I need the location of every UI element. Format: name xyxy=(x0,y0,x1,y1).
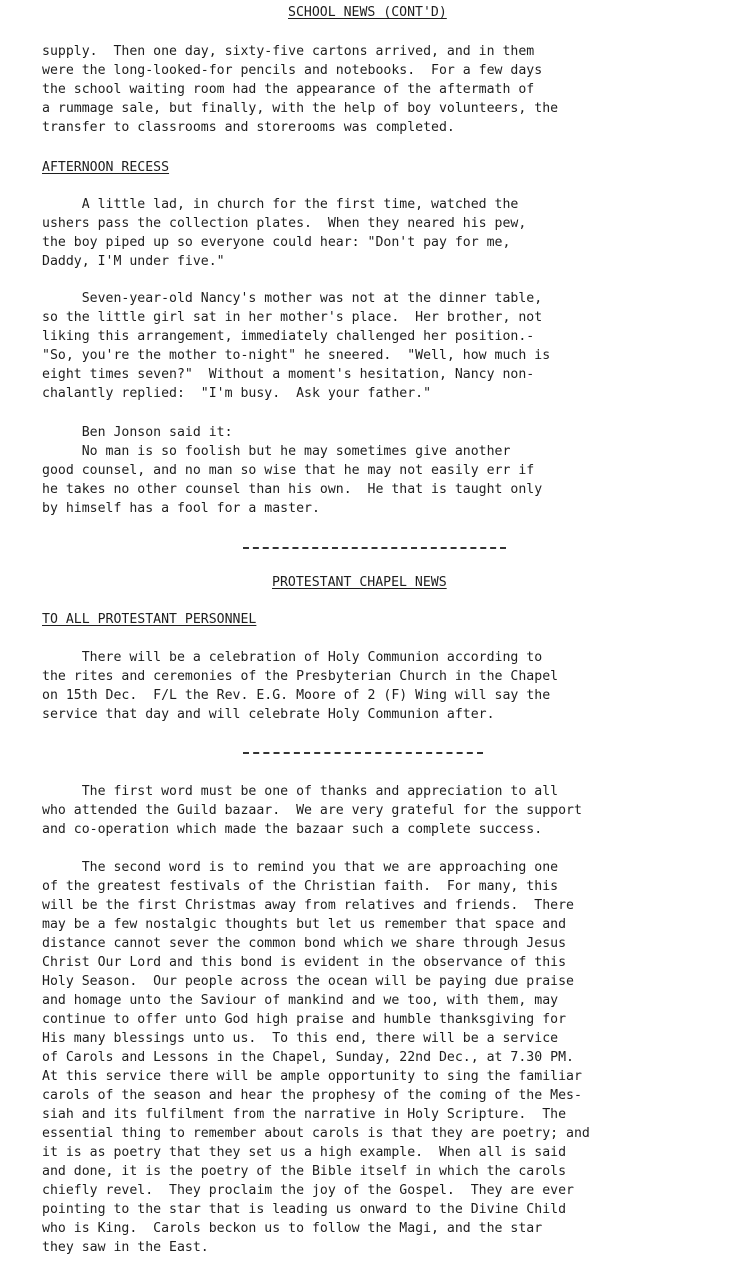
text-line: and done, it is the poetry of the Bible itself in which the carols xyxy=(42,1164,567,1179)
text-line: transfer to classrooms and storerooms was completed. xyxy=(42,120,455,135)
text-line: Holy Season. Our people across the ocean will be paying due praise xyxy=(42,974,574,989)
text-line: chiefly revel. They proclaim the joy of the Gospel. They are ever xyxy=(42,1183,574,1198)
text-line: he takes no other counsel than his own. He that is taught only xyxy=(42,482,543,497)
text-line: who attended the Guild bazaar. We are very grateful for the support xyxy=(42,803,582,818)
text-line: it is as poetry that they set us a high example. When all is said xyxy=(42,1145,567,1160)
chapel-subheader: TO ALL PROTESTANT PERSONNEL xyxy=(42,612,257,627)
text-line: No man is so foolish but he may sometimes give another xyxy=(42,444,511,459)
text-line: At this service there will be ample opportunity to sing the familiar xyxy=(42,1069,582,1084)
text-line: will be the first Christmas away from relatives and friends. There xyxy=(42,898,574,913)
text-line: a rummage sale, but finally, with the help of boy volunteers, the xyxy=(42,101,559,116)
text-line: service that day and will celebrate Holy Communion after. xyxy=(42,707,495,722)
text-line: His many blessings unto us. To this end, there will be a service xyxy=(42,1031,559,1046)
text-line: eight times seven?" Without a moment's hesitation, Nancy non- xyxy=(42,367,535,382)
text-line: carols of the season and hear the prophesy of the coming of the Mes- xyxy=(42,1088,582,1103)
text-line: distance cannot sever the common bond which we share through Jesus xyxy=(42,936,567,951)
text-line: good counsel, and no man so wise that he may not easily err if xyxy=(42,463,535,478)
text-line: so the little girl sat in her mother's place. Her brother, not xyxy=(42,310,543,325)
text-line: and co-operation which made the bazaar such a complete success. xyxy=(42,822,543,837)
text-line: ushers pass the collection plates. When they neared his pew, xyxy=(42,216,527,231)
text-line: There will be a celebration of Holy Communion according to xyxy=(42,650,543,665)
text-line: siah and its fulfilment from the narrative in Holy Scripture. The xyxy=(42,1107,567,1122)
text-line: chalantly replied: "I'm busy. Ask your father." xyxy=(42,386,432,401)
text-line: and homage unto the Saviour of mankind and we too, with them, may xyxy=(42,993,559,1008)
text-line: The second word is to remind you that we are approaching one xyxy=(42,860,559,875)
text-line: The first word must be one of thanks and appreciation to all xyxy=(42,784,559,799)
afternoon-recess-header: AFTERNOON RECESS xyxy=(42,160,170,175)
text-line: may be a few nostalgic thoughts but let us remember that space and xyxy=(42,917,567,932)
section-separator xyxy=(243,547,506,549)
text-line: "So, you're the mother to-night" he sneered. "Well, how much is xyxy=(42,348,551,363)
text-line: liking this arrangement, immediately challenged her position.- xyxy=(42,329,535,344)
text-line: of the greatest festivals of the Christian faith. For many, this xyxy=(42,879,559,894)
text-line: they saw in the East. xyxy=(42,1240,209,1255)
text-line: the school waiting room had the appearance of the aftermath of xyxy=(42,82,535,97)
chapel-news-header: PROTESTANT CHAPEL NEWS xyxy=(272,575,447,590)
text-line: pointing to the star that is leading us onward to the Divine Child xyxy=(42,1202,567,1217)
text-line: the rites and ceremonies of the Presbyterian Church in the Chapel xyxy=(42,669,559,684)
text-line: by himself has a fool for a master. xyxy=(42,501,320,516)
text-line: who is King. Carols beckon us to follow the Magi, and the star xyxy=(42,1221,543,1236)
text-line: Daddy, I'M under five." xyxy=(42,254,225,269)
text-line: essential thing to remember about carols is that they are poetry; and xyxy=(42,1126,590,1141)
text-line: the boy piped up so everyone could hear: "Don't pay for me, xyxy=(42,235,511,250)
text-line: supply. Then one day, sixty-five cartons arrived, and in them xyxy=(42,44,535,59)
text-line: on 15th Dec. F/L the Rev. E.G. Moore of 2 (F) Wing will say the xyxy=(42,688,551,703)
section-separator xyxy=(243,752,483,754)
text-line: Seven-year-old Nancy's mother was not at the dinner table, xyxy=(42,291,543,306)
text-line: A little lad, in church for the first time, watched the xyxy=(42,197,519,212)
school-news-header: SCHOOL NEWS (CONT'D) xyxy=(288,5,447,20)
text-line: continue to offer unto God high praise and humble thanksgiving for xyxy=(42,1012,567,1027)
text-line: Christ Our Lord and this bond is evident in the observance of this xyxy=(42,955,567,970)
text-line: were the long-looked-for pencils and notebooks. For a few days xyxy=(42,63,543,78)
text-line: Ben Jonson said it: xyxy=(42,425,233,440)
text-line: of Carols and Lessons in the Chapel, Sunday, 22nd Dec., at 7.30 PM. xyxy=(42,1050,574,1065)
